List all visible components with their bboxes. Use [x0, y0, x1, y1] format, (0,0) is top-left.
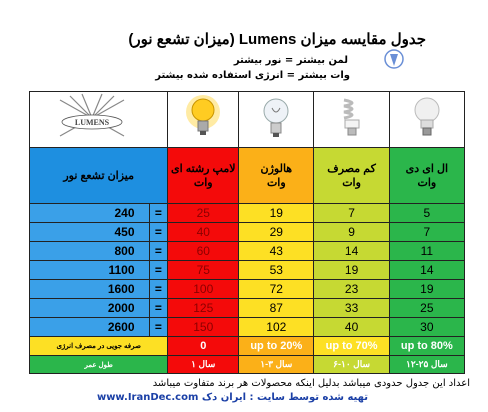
led-watts: 7	[389, 223, 464, 242]
cfl-lifetime: ۶-۱۰ سال	[314, 356, 389, 374]
lumens-value: 1100	[30, 261, 150, 280]
lifetime-label: طول عمر	[30, 356, 168, 374]
cfl-watts: 40	[314, 318, 389, 337]
lumens-value: 1600	[30, 280, 150, 299]
halogen-watts: 102	[239, 318, 314, 337]
table-row	[30, 299, 465, 318]
subtitle-watts: وات بیشتر = انرژی استفاده شده بیشتر	[155, 70, 350, 81]
incandescent-header: لامپ رشته ای وات	[168, 148, 239, 204]
savings-row	[30, 337, 465, 356]
equals-sign: =	[149, 242, 168, 261]
table-row	[30, 261, 465, 280]
cfl-watts: 19	[314, 261, 389, 280]
lumens-value: 800	[30, 242, 150, 261]
cfl-watts: 23	[314, 280, 389, 299]
incandescent-bulb-icon	[185, 94, 221, 142]
lumens-header-cell: میزان تشعع نور	[30, 148, 168, 204]
table-row	[30, 204, 465, 223]
page-title: جدول مقایسه میزان Lumens (میزان تشعع نور)	[128, 31, 426, 48]
incandescent-watts: 150	[168, 318, 239, 337]
cfl-header: کم مصرف وات	[314, 148, 389, 204]
column-header-row	[30, 148, 465, 204]
incandescent-watts: 125	[168, 299, 239, 318]
lumens-logo-cell	[30, 92, 168, 148]
lumens-comparison-table	[29, 91, 465, 374]
bulb-led-cell	[389, 92, 464, 148]
lumens-value: 2000	[30, 299, 150, 318]
halogen-lifetime: ۱-۳ سال	[239, 356, 314, 374]
equals-sign: =	[149, 223, 168, 242]
led-watts: 30	[389, 318, 464, 337]
irandec-logo-icon	[384, 46, 404, 72]
lumens-value: 2600	[30, 318, 150, 337]
led-watts: 5	[389, 204, 464, 223]
table-row	[30, 242, 465, 261]
equals-sign: =	[149, 204, 168, 223]
bulb-cfl-cell	[314, 92, 389, 148]
lumens-logo-text: LUMENS	[74, 118, 110, 127]
incandescent-savings: 0	[168, 337, 239, 356]
cfl-watts: 14	[314, 242, 389, 261]
led-watts: 11	[389, 242, 464, 261]
led-bulb-icon	[409, 94, 445, 142]
equals-sign: =	[149, 261, 168, 280]
bulb-incandescent-cell	[168, 92, 239, 148]
table-row	[30, 280, 465, 299]
lumens-value: 450	[30, 223, 150, 242]
led-watts: 19	[389, 280, 464, 299]
equals-sign: =	[149, 280, 168, 299]
table-row	[30, 223, 465, 242]
halogen-watts: 43	[239, 242, 314, 261]
halogen-watts: 72	[239, 280, 314, 299]
lumens-logo-icon	[30, 92, 155, 144]
bulb-halogen-cell	[239, 92, 314, 148]
halogen-watts: 29	[239, 223, 314, 242]
incandescent-watts: 25	[168, 204, 239, 223]
lumens-value: 240	[30, 204, 150, 223]
halogen-savings: up to 20%	[239, 337, 314, 356]
bulb-image-row	[30, 92, 465, 148]
halogen-bulb-icon	[258, 94, 294, 142]
footer-disclaimer: اعداد این جدول حدودی میباشد بدلیل اینکه محصولات هر برند متفاوت میباشد	[152, 378, 470, 389]
cfl-bulb-icon	[334, 94, 370, 142]
incandescent-watts: 40	[168, 223, 239, 242]
led-lifetime: ۱۲-۲۵ سال	[389, 356, 464, 374]
incandescent-watts: 60	[168, 242, 239, 261]
footer-credit: تهیه شده توسط سایت : ایران دک www.IranDec.com	[96, 392, 368, 403]
halogen-header: هالوژن وات	[239, 148, 314, 204]
halogen-watts: 19	[239, 204, 314, 223]
lifetime-row	[30, 356, 465, 374]
cfl-savings: up to 70%	[314, 337, 389, 356]
equals-sign: =	[149, 318, 168, 337]
halogen-watts: 87	[239, 299, 314, 318]
subtitle-lumens: لمن بیشتر = نور بیشتر	[233, 55, 348, 66]
cfl-watts: 9	[314, 223, 389, 242]
led-watts: 25	[389, 299, 464, 318]
incandescent-watts: 100	[168, 280, 239, 299]
led-savings: up to 80%	[389, 337, 464, 356]
table-row	[30, 318, 465, 337]
equals-sign: =	[149, 299, 168, 318]
incandescent-lifetime: ۱ سال	[168, 356, 239, 374]
header	[0, 0, 488, 90]
incandescent-watts: 75	[168, 261, 239, 280]
led-watts: 14	[389, 261, 464, 280]
led-header: ال ای دی وات	[389, 148, 464, 204]
cfl-watts: 33	[314, 299, 389, 318]
halogen-watts: 53	[239, 261, 314, 280]
savings-label: صرفه جویی در مصرف انرژی	[30, 337, 168, 356]
cfl-watts: 7	[314, 204, 389, 223]
